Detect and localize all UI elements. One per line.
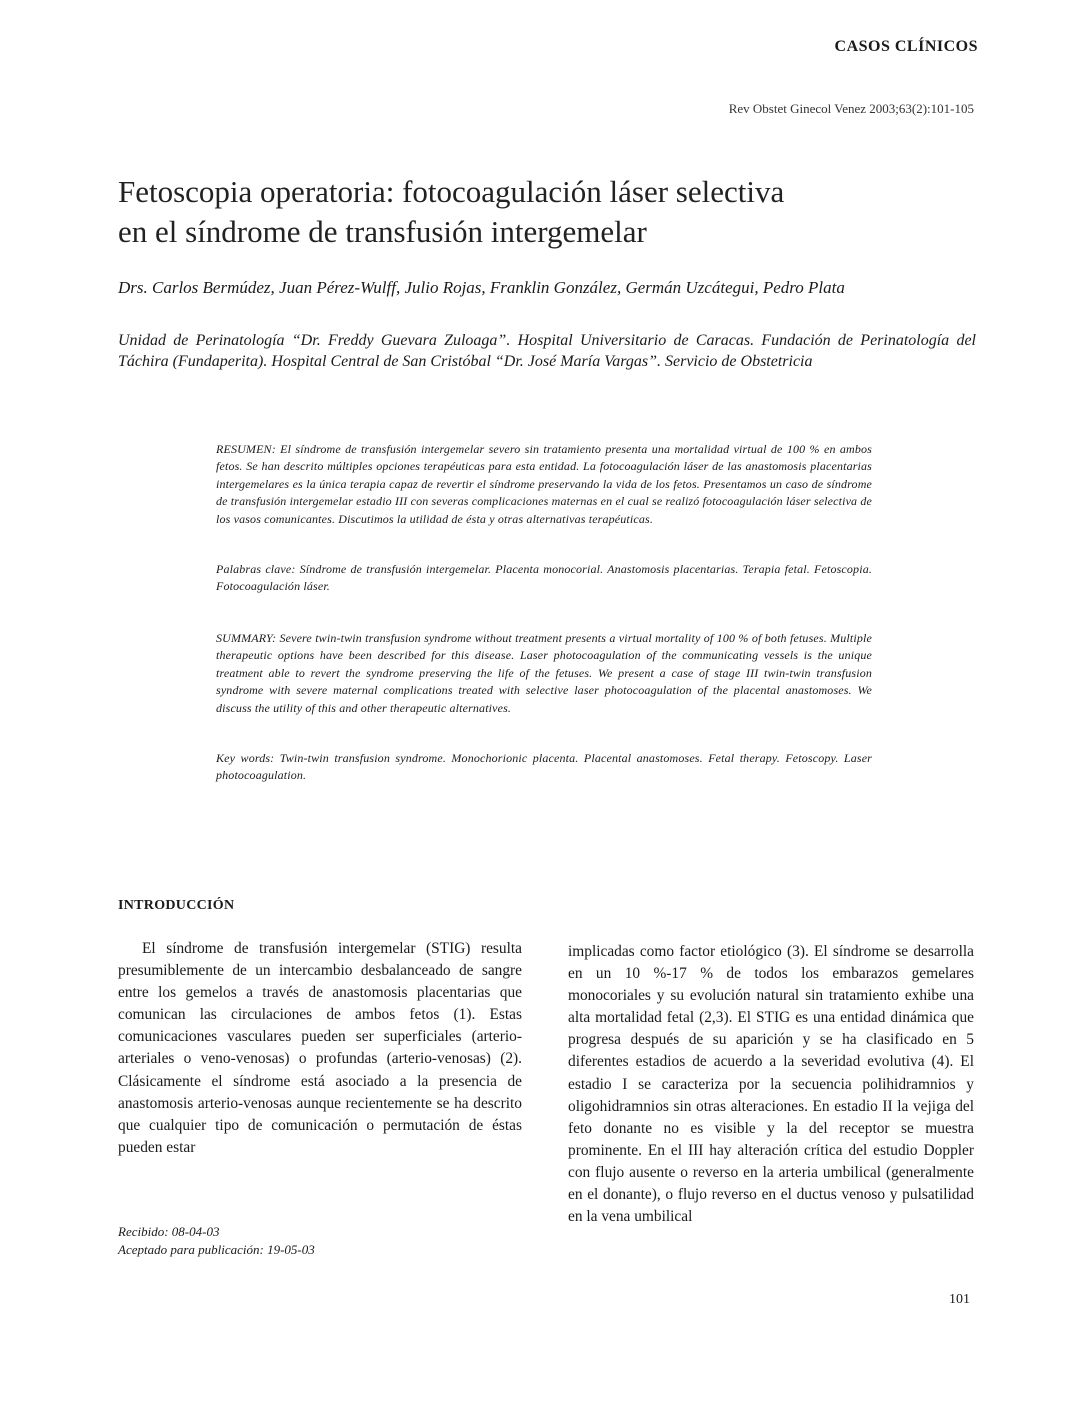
body-column-right xyxy=(568,941,974,1228)
title-line-1: Fetoscopia operatoria: fotocoagulación láser selectiva xyxy=(118,174,785,209)
abstract-spanish: RESUMEN: El síndrome de transfusión intergemelar severo sin tratamiento presenta una mortalidad virtual de 100 % en ambos fetos. Se han descrito múltiples opciones terapéuticas para esta entidad. La fotocoagulación láser de las anastomosis placentarias intergemelares es la única terapia capaz de revertir el síndrome preservando la vida de los fetos. Presentamos un caso de síndrome de transfusión intergemelar estadio III con severas complicaciones maternas en el cual se realizó fotocoagulación láser selectiva de los vasos comunicantes. Discutimos la utilidad de ésta y otras alternativas terapéuticas. xyxy=(216,442,872,526)
accepted-date: Aceptado para publicación: 19-05-03 xyxy=(118,1242,315,1257)
received-date: Recibido: 08-04-03 xyxy=(118,1224,220,1239)
keywords-spanish: Palabras clave: Síndrome de transfusión intergemelar. Placenta monocorial. Anastomosis placentarias. Terapia fetal. Fetoscopia. Fotocoagulación láser. xyxy=(216,562,872,594)
keywords-english: Key words: Twin-twin transfusion syndrome. Monochorionic placenta. Placental anastomoses. Fetal therapy. Fetoscopy. Laser photocoagulation. xyxy=(216,751,872,783)
submission-dates xyxy=(118,1223,315,1259)
body-column-left xyxy=(118,938,522,1159)
author-affiliation: Unidad de Perinatología “Dr. Freddy Guevara Zuloaga”. Hospital Universitario de Caracas. Fundación de Perinatología del Táchira (Fundaperita). Hospital Central de San Cristóbal “Dr. José María Vargas”. Servicio de Obstetricia xyxy=(118,332,976,370)
abstract-english: SUMMARY: Severe twin-twin transfusion syndrome without treatment presents a virtual mortality of 100 % of both fetuses. Multiple therapeutic options have been described for this disease. Laser photocoagulation of the communicating vessels is the unique treatment able to revert the syndrome preserving the life of the fetuses. We present a case of stage III twin-twin transfusion syndrome with severe maternal complications treated with selective laser photocoagulation of the placental anastomoses. We discuss the utility of this and other therapeutic alternatives. xyxy=(216,631,872,715)
journal-citation: Rev Obstet Ginecol Venez 2003;63(2):101-105 xyxy=(728,101,974,116)
page-number: 101 xyxy=(949,1292,970,1307)
body-paragraph: El síndrome de transfusión intergemelar (STIG) resulta presumiblemente de un intercambio desbalanceado de sangre entre los gemelos a través de anastomosis placentarias que comunican las circulaciones de ambos fetos (1). Estas comunicaciones vasculares pueden ser superficiales (arterio-arteriales o veno-venosas) o profundas (arterio-venosas) (2). Clásicamente el síndrome está asociado a la presencia de anastomosis arterio-venosas aunque recientemente se ha descrito que cualquier tipo de comunicación o permutación de éstas pueden estar xyxy=(118,940,522,1156)
body-paragraph: implicadas como factor etiológico (3). El síndrome se desarrolla en un 10 %-17 % de todos los embarazos gemelares monocoriales y su evolución natural sin tratamiento exhibe una alta mortalidad fetal (2,3). El STIG es una entidad dinámica que progresa después de su aparición y se ha clasificado en 5 diferentes estadios de acuerdo a la severidad evolutiva (4). El estadio I se caracteriza por la secuencia polihidramnios y oligohidramnios sin otras alteraciones. En estadio II la vejiga del feto donante no es visible y la del receptor se muestra prominente. En el III hay alteración crítica del estudio Doppler con flujo ausente o reverso en la arteria umbilical (generalmente en el donante), o flujo reverso en el ductus venoso y pulsatilidad en la vena umbilical xyxy=(568,943,974,1226)
article-title xyxy=(118,172,978,252)
section-label: CASOS CLÍNICOS xyxy=(834,38,978,55)
author-list: Drs. Carlos Bermúdez, Juan Pérez-Wulff, Julio Rojas, Franklin González, Germán Uzcátegui, Pedro Plata xyxy=(118,278,845,297)
section-heading-introduction: INTRODUCCIÓN xyxy=(118,898,235,913)
title-line-2: en el síndrome de transfusión intergemelar xyxy=(118,214,647,249)
